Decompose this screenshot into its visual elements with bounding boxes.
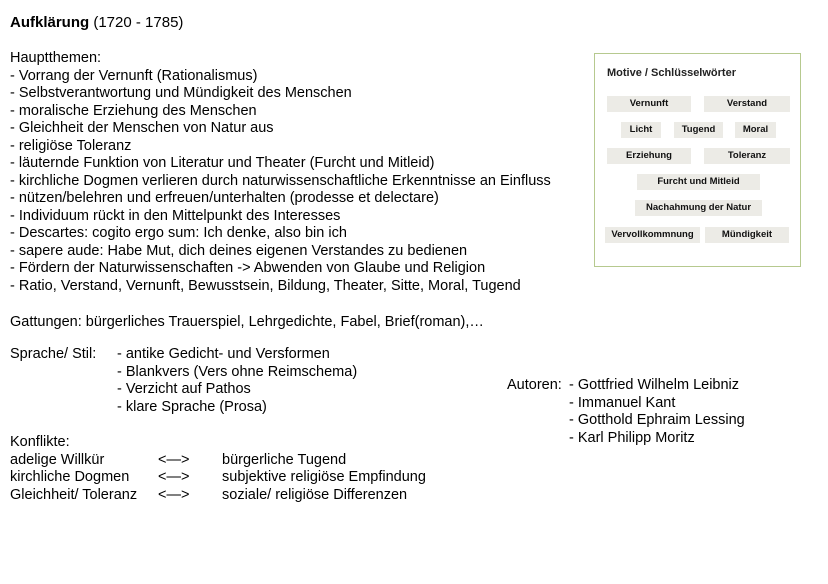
theme-item: - Fördern der Naturwissenschaften -> Abwenden von Glaube und Religion	[10, 260, 486, 276]
keyword-tag-nachahmung: Nachahmung der Natur	[635, 200, 762, 216]
style-item: - klare Sprache (Prosa)	[117, 398, 267, 415]
conflict-arrow: <—>	[158, 486, 190, 503]
keyword-tag-tugend: Tugend	[674, 122, 723, 138]
conflict-right: subjektive religiöse Empfindung	[222, 469, 426, 485]
authors-list	[569, 377, 745, 447]
keywords-box	[594, 53, 801, 267]
author-item: - Karl Philipp Moritz	[569, 429, 695, 446]
style-list	[117, 346, 357, 416]
conflict-arrow: <—>	[158, 451, 190, 468]
style-label: Sprache/ Stil:	[10, 346, 97, 362]
authors-label: Autoren:	[507, 377, 562, 393]
themes-heading: Hauptthemen:	[10, 50, 102, 66]
main-themes-section	[10, 50, 551, 295]
conflict-left: Gleichheit/ Toleranz	[10, 486, 138, 503]
keyword-tag-vernunft: Vernunft	[607, 96, 691, 112]
conflict-arrow: <—>	[158, 469, 190, 485]
author-item: - Immanuel Kant	[569, 394, 676, 411]
conflict-row	[10, 451, 347, 470]
genres-line: Gattungen: bürgerliches Trauerspiel, Lehrgedichte, Fabel, Brief(roman),…	[10, 314, 484, 330]
keyword-tag-vervollkommnung: Vervollkommnung	[605, 227, 700, 243]
style-item: - Blankvers (Vers ohne Reimschema)	[117, 363, 358, 380]
theme-item: - nützen/belehren und erfreuen/unterhalten (prodesse et delectare)	[10, 190, 439, 206]
theme-item: - Ratio, Verstand, Vernunft, Bewusstsein, Bildung, Theater, Sitte, Moral, Tugend	[10, 277, 521, 294]
theme-item: - moralische Erziehung des Menschen	[10, 102, 257, 119]
theme-item: - Gleichheit der Menschen von Natur aus	[10, 120, 274, 136]
keyword-tag-muendigkeit: Mündigkeit	[705, 227, 789, 243]
theme-item: - Descartes: cogito ergo sum: Ich denke, also bin ich	[10, 225, 347, 241]
keyword-tag-erziehung: Erziehung	[607, 148, 691, 164]
style-item: - Verzicht auf Pathos	[117, 381, 251, 397]
theme-item: - Vorrang der Vernunft (Rationalismus)	[10, 67, 258, 84]
page-title	[10, 14, 183, 31]
keyword-tag-toleranz: Toleranz	[704, 148, 790, 164]
theme-item: - kirchliche Dogmen verlieren durch naturwissenschaftliche Erkenntnisse an Einfluss	[10, 172, 551, 189]
style-item: - antike Gedicht- und Versformen	[117, 346, 330, 362]
conflict-left: kirchliche Dogmen	[10, 469, 130, 485]
author-item: - Gotthold Ephraim Lessing	[569, 412, 745, 428]
keyword-tag-licht: Licht	[621, 122, 661, 138]
keyword-tag-moral: Moral	[735, 122, 776, 138]
author-item: - Gottfried Wilhelm Leibniz	[569, 377, 740, 393]
theme-item: - Individuum rückt in den Mittelpunkt des Interesses	[10, 207, 341, 224]
conflict-row	[10, 469, 426, 487]
conflicts-section	[10, 434, 426, 504]
conflict-right: soziale/ religiöse Differenzen	[222, 486, 408, 503]
title-dates: (1720 - 1785)	[93, 14, 184, 31]
keyword-tag-verstand: Verstand	[704, 96, 790, 112]
theme-item: - sapere aude: Habe Mut, dich deines eigenen Verstandes zu bedienen	[10, 242, 468, 259]
keywords-title: Motive / Schlüsselwörter	[607, 67, 736, 79]
conflict-row	[10, 486, 408, 505]
keyword-tag-furcht-und-mitleid: Furcht und Mitleid	[637, 174, 760, 190]
conflicts-heading: Konflikte:	[10, 434, 70, 450]
theme-item: - Selbstverantwortung und Mündigkeit des Menschen	[10, 85, 352, 101]
conflict-right: bürgerliche Tugend	[222, 451, 347, 468]
theme-item: - religiöse Toleranz	[10, 137, 132, 154]
title-epoch: Aufklärung	[10, 14, 90, 31]
conflict-left: adelige Willkür	[10, 451, 105, 468]
theme-item: - läuternde Funktion von Literatur und Theater (Furcht und Mitleid)	[10, 155, 435, 171]
